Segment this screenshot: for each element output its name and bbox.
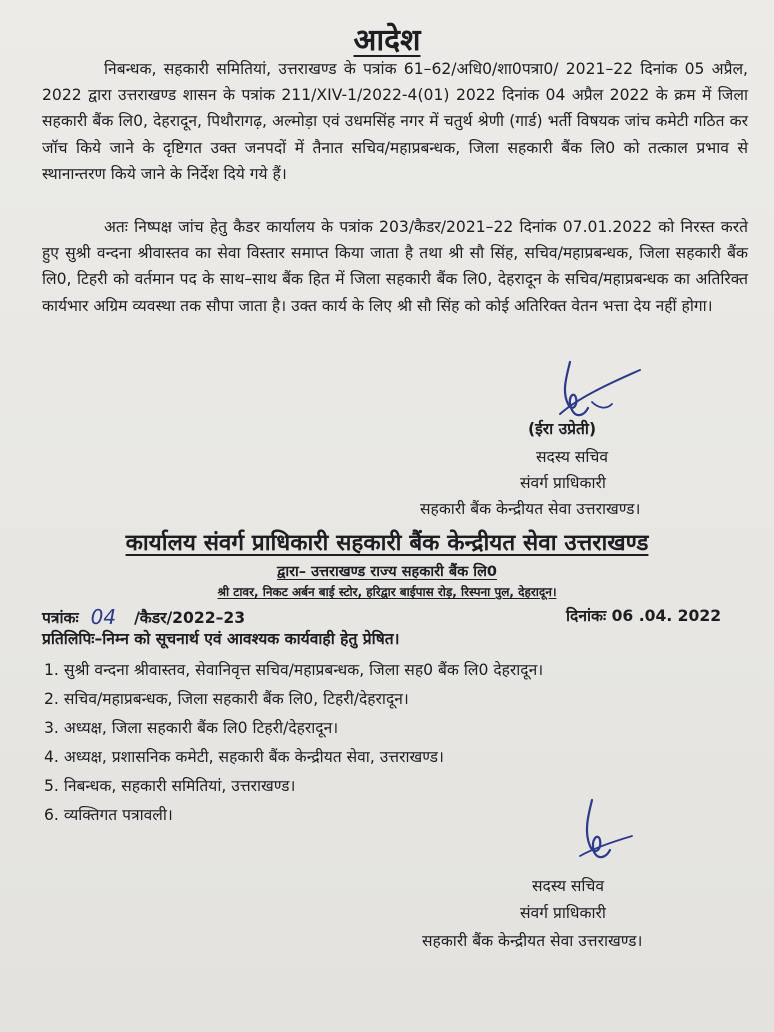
- copy-to-intro: प्रतिलिपिः–निम्न को सूचनार्थ एवं आवश्यक कार्यवाही हेतु प्रेषित।: [42, 630, 400, 648]
- reference-date: [566, 604, 721, 626]
- office-heading: कार्यालय संवर्ग प्राधिकारी सहकारी बैंक केन्द्रीयत सेवा उत्तराखण्ड: [125, 530, 649, 556]
- signatory-designation-1: सदस्य सचिव: [532, 877, 605, 895]
- date-value: 06 .04. 2022: [611, 607, 722, 625]
- reference-number: [42, 604, 245, 628]
- date-label: दिनांकः: [566, 607, 607, 625]
- office-address: श्री टावर, निकट अर्बन बाई स्टोर, हरिद्वार बाईपास रोड़, रिस्पना पुल, देहरादून।: [217, 585, 557, 599]
- reference-handwritten-number: 04: [90, 605, 117, 629]
- order-paragraph-2: [42, 214, 748, 319]
- list-item: 4. अध्यक्ष, प्रशासनिक कमेटी, सहकारी बैंक केन्द्रीयत सेवा, उत्तराखण्ड।: [44, 748, 444, 766]
- list-item: 2. सचिव/महाप्रबन्धक, जिला सहकारी बैंक लि0, टिहरी/देहरादून।: [44, 690, 409, 708]
- paragraph-2-text: अतः निष्पक्ष जांच हेतु कैडर कार्यालय के पत्रांक 203/कैडर/2021–22 दिनांक 07.01.2022 को निरस्त करते हुए सुश्री वन्दना श्रीवास्तव का सेवा विस्तार समाप्त किया जाता है तथा श्री सौ सिंह, सचिव/महाप्रबन्धक, जिला सहकारी बैंक लि0, टिहरी को वर्तमान पद के साथ–साथ बैंक हित में जिला सहकारी बैंक लि0, देहरादून के सचिव/महाप्रबन्धक का अतिरिक्त कार्यभार अग्रिम व्यवस्था तक सौपा जाता है। उक्त कार्य के लिए श्री सौ सिंह को कोई अतिरिक्त वेतन भत्ता देय नहीं होगा।: [42, 218, 748, 315]
- reference-label: पत्रांकः: [42, 609, 79, 627]
- list-item: 5. निबन्धक, सहकारी समितियां, उत्तराखण्ड।: [44, 777, 296, 795]
- copy-recipient-list: [44, 657, 543, 831]
- office-via: द्वारा– उत्तराखण्ड राज्य सहकारी बैंक लि0: [277, 564, 497, 580]
- signatory-name: (ईरा उप्रेती): [528, 420, 597, 438]
- signatory-designation-2: संवर्ग प्राधिकारी: [520, 474, 606, 492]
- paragraph-1-text: निबन्धक, सहकारी समितियां, उत्तराखण्ड के पत्रांक 61–62/अधि0/शा0पत्रा0/ 2021–22 दिनांक 05 अप्रैल, 2022 द्वारा उत्तराखण्ड शासन के पत्रांक 211/XIV-1/2022-4(01) 2022 दिनांक 04 अप्रैल 2022 के क्रम में जिला सहकारी बैंक लि0, देहरादून, पिथौरागढ़, अल्मोड़ा एवं उधमसिंह नगर में चतुर्थ श्रेणी (गार्ड) भर्ती विषयक जांच कमेटी गठित कर जॉच किये जाने के दृष्टिगत उक्त जनपदों में तैनात सचिव/महाप्रबन्धक, जिला सहकारी बैंक लि0 को तत्काल प्रभाव से स्थानान्तरण किये जाने के निर्देश दिये गये हैं।: [42, 60, 748, 183]
- signatory-designation-1: सदस्य सचिव: [536, 448, 609, 466]
- list-item: 6. व्यक्तिगत पत्रावली।: [44, 806, 173, 824]
- order-paragraph-1: [42, 56, 748, 187]
- signatory-designation-3: सहकारी बैंक केन्द्रीयत सेवा उत्तराखण्ड।: [420, 500, 641, 518]
- signatory-designation-3: सहकारी बैंक केन्द्रीयत सेवा उत्तराखण्ड।: [422, 932, 643, 950]
- list-item: 1. सुश्री वन्दना श्रीवास्तव, सेवानिवृत्त सचिव/महाप्रबन्धक, जिला सह0 बैंक लि0 देहरादून।: [44, 661, 544, 679]
- signatory-designation-2: संवर्ग प्राधिकारी: [520, 904, 606, 922]
- list-item: 3. अध्यक्ष, जिला सहकारी बैंक लि0 टिहरी/देहरादून।: [44, 719, 339, 737]
- order-title: आदेश: [353, 23, 421, 58]
- signature-2: [572, 796, 642, 866]
- reference-suffix: /कैडर/2022–23: [134, 609, 246, 627]
